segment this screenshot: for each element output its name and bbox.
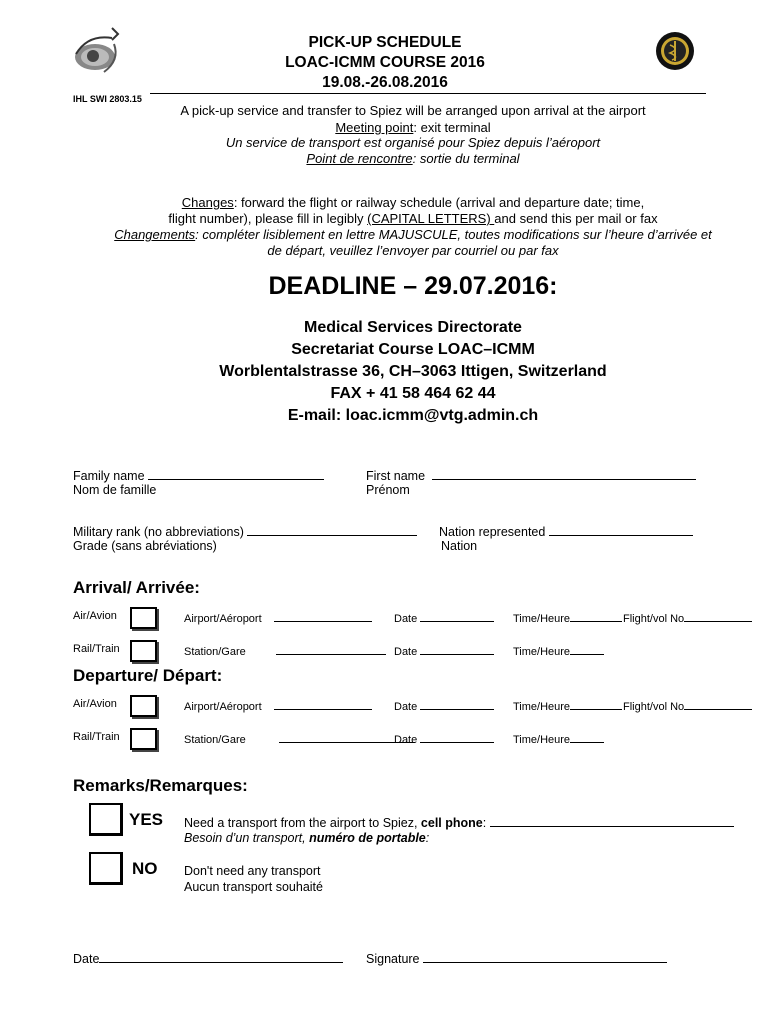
no-transport-label: Don't need any transport [184,864,321,878]
departure-airport-field[interactable]: Airport/Aéroport [184,698,372,713]
departure-flight-field[interactable]: Flight/vol No [623,698,752,713]
deadline-heading: DEADLINE – 29.07.2016: [268,272,558,300]
arrival-rail-time-field[interactable]: Time/Heure [513,643,604,658]
address-line-3: Worblentalstrasse 36, CH–3063 Ittigen, Switzerland [219,363,607,380]
nation-field[interactable]: Nation represented [439,524,693,539]
yes-label: YES [129,810,164,829]
first-name-fr-label: Prénom [366,483,410,497]
date-field[interactable]: Date [73,951,343,966]
departure-air-label: Air/Avion [73,698,117,710]
arrival-air-checkbox[interactable] [130,607,157,629]
address-line-1: Medical Services Directorate [304,319,522,336]
yes-checkbox[interactable] [89,803,123,836]
military-rank-fr-label: Grade (sans abréviations) [73,539,217,553]
arrival-rail-date-field[interactable]: Date [394,643,494,658]
departure-rail-label: Rail/Train [73,731,120,743]
changes-line-2: flight number), please fill in legibly (CAPITAL LETTERS) and send this per mail or fax [168,211,658,226]
family-name-field[interactable]: Family name [73,468,324,483]
no-checkbox[interactable] [89,852,123,885]
nation-fr-label: Nation [441,539,478,553]
intro-line: A pick-up service and transfer to Spiez will be arranged upon arrival at the airport [180,103,646,118]
email-address: E-mail: loac.icmm@vtg.admin.ch [287,407,539,424]
meeting-point-fr: Point de rencontre: sortie du terminal [306,151,520,166]
departure-heading: Departure/ Départ: [73,666,223,685]
changes-line-fr-2: de départ, veuillez l’envoyer par courriel ou par fax [267,243,559,258]
departure-air-checkbox[interactable] [130,695,157,717]
departure-air-date-field[interactable]: Date [394,698,494,713]
arrival-air-date-field[interactable]: Date [394,610,494,625]
intro-line-fr: Un service de transport est organisé pour Spiez depuis l’aéroport [225,135,601,150]
first-name-field[interactable]: First name [366,468,696,483]
family-name-fr-label: Nom de famille [73,483,157,497]
course-dates: 19.08.-26.08.2016 [322,74,448,91]
remarks-heading: Remarks/Remarques: [73,776,248,795]
departure-air-time-field[interactable]: Time/Heure [513,698,622,713]
arrival-rail-label: Rail/Train [73,643,120,655]
cell-phone-fr-label: Besoin d’un transport, numéro de portable: [184,831,430,845]
no-transport-fr-label: Aucun transport souhaité [184,880,323,894]
departure-station-field[interactable]: Station/Gare [184,731,415,746]
arrival-rail-checkbox[interactable] [130,640,157,662]
military-rank-field[interactable]: Military rank (no abbreviations) [73,524,417,539]
address-line-2: Secretariat Course LOAC–ICMM [291,341,535,358]
arrival-airport-field[interactable]: Airport/Aéroport [184,610,372,625]
departure-rail-checkbox[interactable] [130,728,157,750]
course-title: LOAC-ICMM COURSE 2016 [285,54,485,71]
reference-code: IHL SWI 2803.15 [73,94,142,104]
arrival-station-field[interactable]: Station/Gare [184,643,386,658]
signature-field[interactable]: Signature [366,951,667,966]
changes-line-fr-1: Changements: compléter lisiblement en lettre MAJUSCULE, toutes modifications sur l’heure d’arrivée et [114,227,712,242]
no-label: NO [132,859,158,878]
cell-phone-field[interactable]: Need a transport from the airport to Spiez, cell phone: [184,815,734,830]
arrival-flight-field[interactable]: Flight/vol No [623,610,752,625]
arrival-heading: Arrival/ Arrivée: [73,578,200,597]
departure-rail-date-field[interactable]: Date [394,731,494,746]
departure-rail-time-field[interactable]: Time/Heure [513,731,604,746]
page-title: PICK-UP SCHEDULE [308,34,462,51]
header-divider [150,93,706,94]
changes-line-1: Changes: forward the flight or railway schedule (arrival and departure date; time, [181,195,645,210]
meeting-point: Meeting point: exit terminal [335,120,491,135]
fax-number: FAX + 41 58 464 62 44 [330,385,496,402]
arrival-air-label: Air/Avion [73,610,117,622]
arrival-air-time-field[interactable]: Time/Heure [513,610,622,625]
